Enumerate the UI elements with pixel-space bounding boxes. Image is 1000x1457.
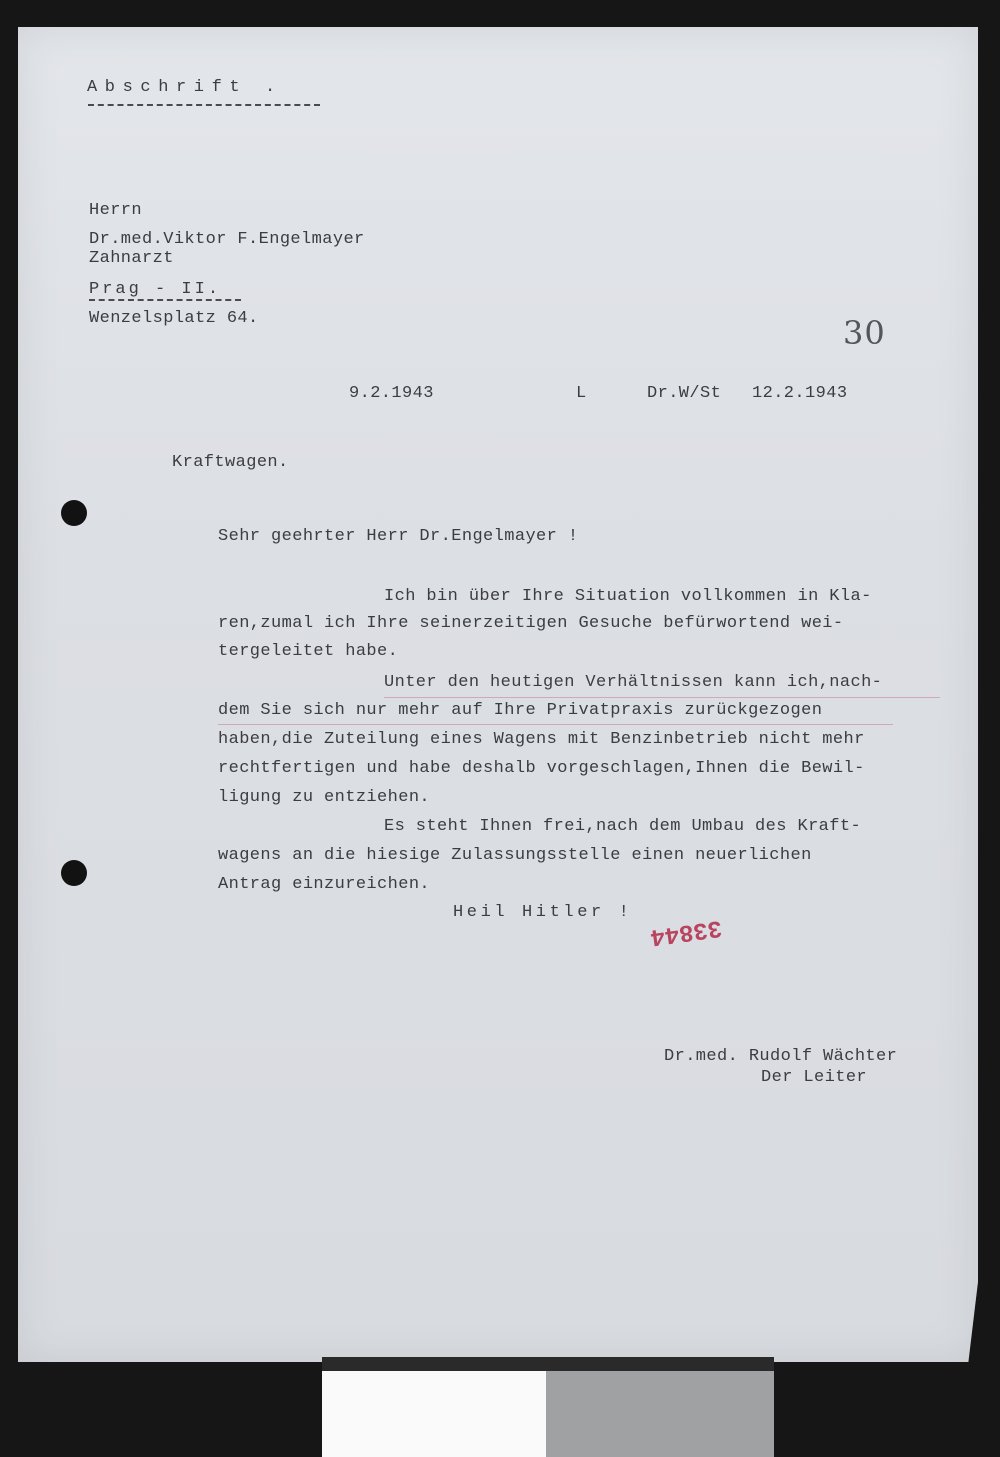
punch-hole-top [61, 500, 87, 526]
body-line: Unter den heutigen Verhältnissen kann ich,nach- [384, 673, 883, 692]
document-heading: Abschrift . [87, 78, 283, 97]
recipient-city: Prag - II. [89, 280, 222, 299]
calibration-white-patch [322, 1357, 546, 1457]
recipient-profession: Zahnarzt [89, 249, 174, 268]
punch-hole-bottom [61, 860, 87, 886]
body-line: tergeleitet habe. [218, 642, 399, 661]
calibration-grey-patch [546, 1357, 774, 1457]
recipient-salutation: Herrn [89, 201, 143, 220]
body-line: ligung zu entziehen. [218, 788, 431, 807]
body-line: Ich bin über Ihre Situation vollkommen in Kla- [384, 587, 872, 606]
body-line: dem Sie sich nur mehr auf Ihre Privatpraxis zurückgezogen [218, 701, 823, 720]
red-number-stamp: 33844 [648, 913, 724, 950]
reference-date-left: 9.2.1943 [349, 384, 434, 403]
body-line: wagens an die hiesige Zulassungsstelle einen neuerlichen [218, 846, 812, 865]
color-calibration-strip [322, 1357, 774, 1457]
signature-title: Der Leiter [761, 1068, 868, 1087]
pencil-underline [218, 724, 893, 725]
closing-salute: Heil Hitler ! [453, 903, 633, 922]
body-line: Es steht Ihnen frei,nach dem Umbau des Kraft- [384, 817, 862, 836]
signature-name: Dr.med. Rudolf Wächter [664, 1047, 898, 1066]
subject-line: Kraftwagen. [172, 453, 289, 472]
reference-mark: L [576, 384, 587, 403]
folio-number: 30 [843, 314, 886, 352]
body-line: ren,zumal ich Ihre seinerzeitigen Gesuche befürwortend wei- [218, 614, 844, 633]
reference-date-right: 12.2.1943 [752, 384, 848, 403]
document-page [18, 27, 978, 1362]
recipient-street: Wenzelsplatz 64. [89, 309, 259, 328]
body-line: Antrag einzureichen. [218, 875, 431, 894]
reference-code: Dr.W/St [647, 384, 722, 403]
body-line: haben,die Zuteilung eines Wagens mit Benzinbetrieb nicht mehr [218, 730, 865, 749]
body-line: rechtfertigen und habe deshalb vorgeschlagen,Ihnen die Bewil- [218, 759, 865, 778]
pencil-underline [384, 697, 940, 698]
heading-underline [88, 104, 320, 106]
greeting: Sehr geehrter Herr Dr.Engelmayer ! [218, 527, 579, 546]
recipient-name: Dr.med.Viktor F.Engelmayer [89, 230, 365, 249]
city-underline [89, 299, 241, 301]
